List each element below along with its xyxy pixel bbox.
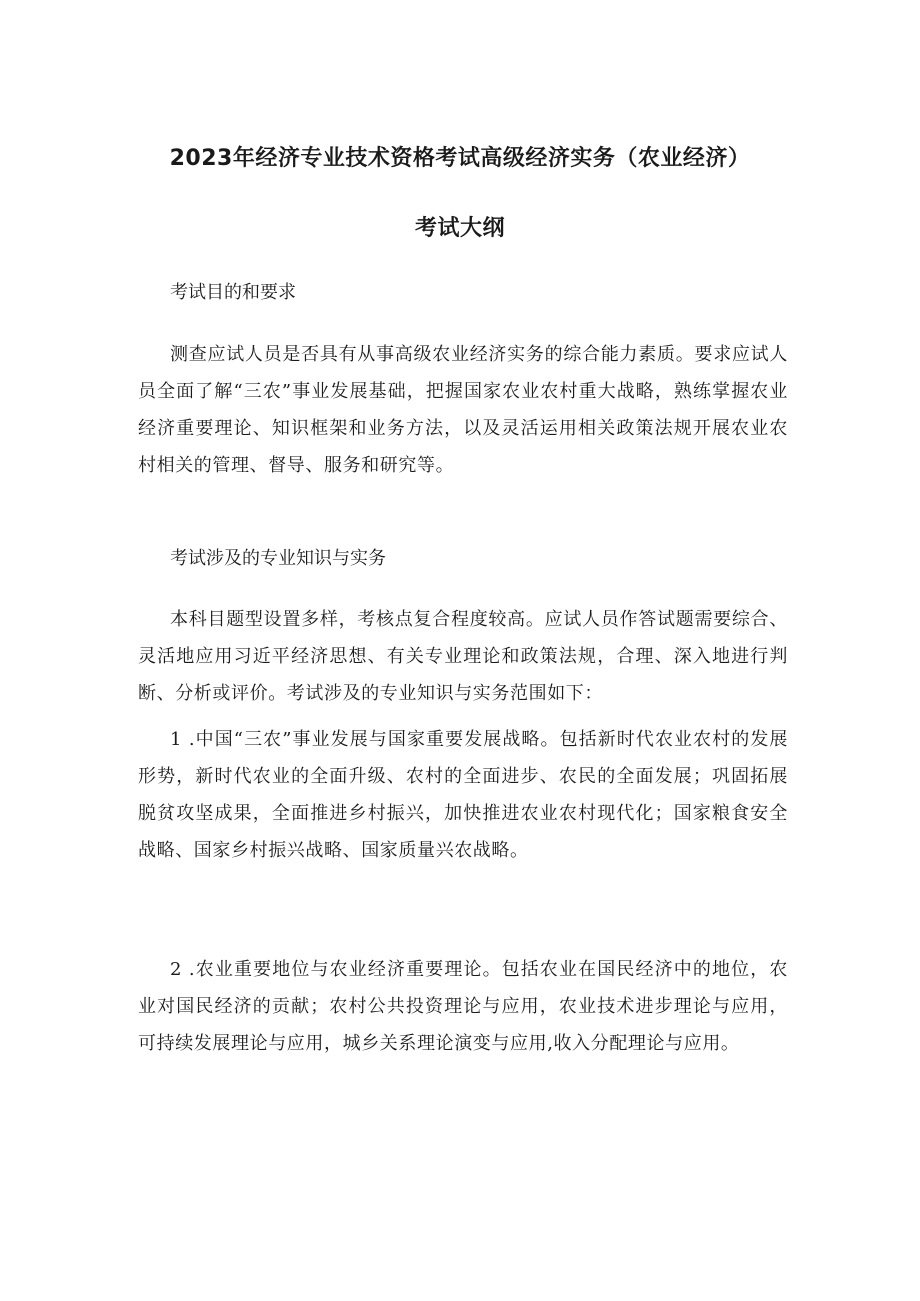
document-subtitle: 考试大纲 — [414, 216, 505, 241]
section-heading-purpose: 考试目的和要求 — [170, 282, 296, 303]
list-item-1: 1 .中国“三农”事业发展与国家重要发展战略。包括新时代农业农村的发展形势，新时代农业的全面升级、农村的全面进步、农民的全面发展；巩固拓展脱贫攻坚成果，全面推进乡村振兴，加快推进农业农村现代化；国家粮食安全战略、国家乡村振兴战略、国家质量兴农战略。 — [138, 729, 788, 861]
list-item-2: 2 .农业重要地位与农业经济重要理论。包括农业在国民经济中的地位，农业对国民经济的贡献；农村公共投资理论与应用，农业技术进步理论与应用，可持续发展理论与应用，城乡关系理论演变与应用,收入分配理论与应用。 — [138, 959, 788, 1054]
paragraph-knowledge-intro: 本科目题型设置多样，考核点复合程度较高。应试人员作答试题需要综合、灵活地应用习近平经济思想、有关专业理论和政策法规，合理、深入地进行判断、分析或评价。考试涉及的专业知识与实务范围如下： — [138, 609, 788, 704]
document-title: 2023年经济专业技术资格考试高级经济实务（农业经济） — [169, 146, 751, 171]
paragraph-purpose: 测查应试人员是否具有从事高级农业经济实务的综合能力素质。要求应试人员全面了解“三农”事业发展基础，把握国家农业农村重大战略，熟练掌握农业经济重要理论、知识框架和业务方法，以及灵活运用相关政策法规开展农业农村相关的管理、督导、服务和研究等。 — [138, 344, 788, 476]
section-heading-knowledge: 考试涉及的专业知识与实务 — [170, 548, 386, 569]
